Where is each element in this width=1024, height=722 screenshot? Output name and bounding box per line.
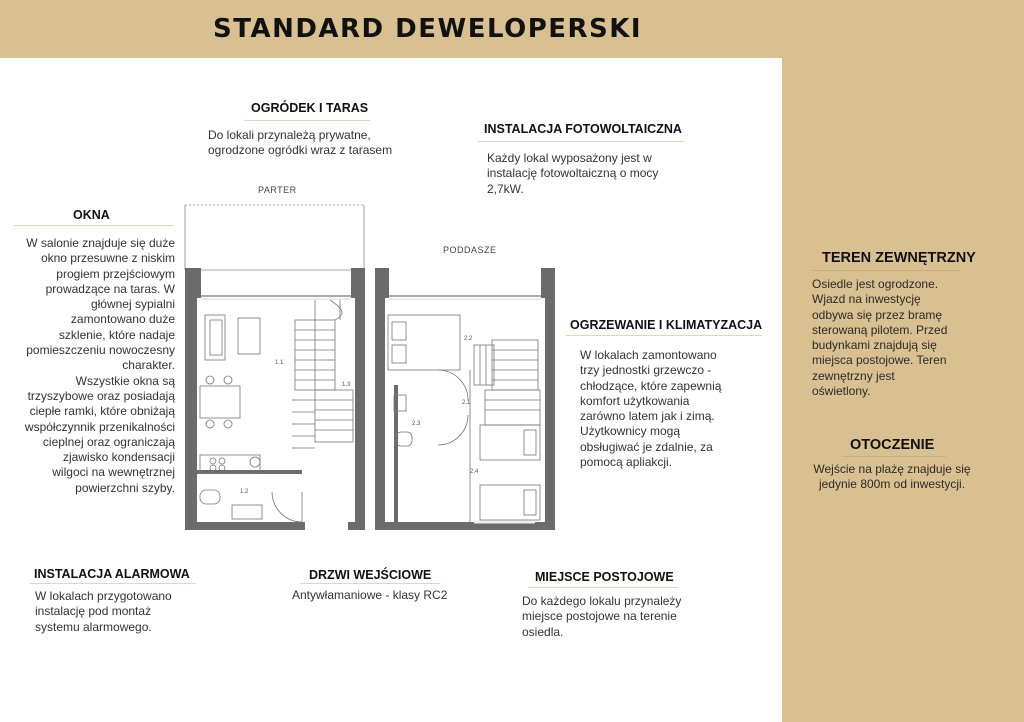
room-1-2: 1.2 [240, 489, 249, 495]
room-2-1: 2.1 [462, 400, 471, 406]
ogrzewanie-heading: OGRZEWANIE I KLIMATYZACJA [570, 318, 763, 332]
otoczenie-text: Wejście na plażę znajduje się jedynie 800m od inwestycji. [813, 462, 971, 492]
poddasze-label: PODDASZE [443, 245, 497, 255]
page-title: STANDARD DEWELOPERSKI [213, 14, 643, 44]
okna-heading: OKNA [73, 208, 110, 222]
ogrodek-underline [244, 120, 370, 121]
parter-walls [185, 268, 365, 530]
room-1-1: 1.1 [275, 360, 284, 366]
room-1-3: 1.3 [342, 382, 351, 388]
parking-heading: MIEJSCE POSTOJOWE [535, 570, 674, 584]
okna-text: W salonie znajduje się duże okno przesuwne z niskim progiem przejściowym prowadzące na taras. W głównej sypialni zamontowano duże szklenie, które nadaje pomieszczeniu nowoczesny charakter. Wszystkie okna są trzyszybowe oraz posiadają ciepłe ramki, które obniżają współczynnik przenikalności cieplnej oraz ograniczają zjawisko kondensacji wilgoci na wewnętrznej powierzchni szyby. [24, 236, 175, 495]
otoczenie-heading: OTOCZENIE [850, 437, 935, 453]
fotowoltaika-underline [478, 141, 684, 142]
fotowoltaika-text: Każdy lokal wyposażony jest w instalację fotowoltaiczną o mocy 2,7kW. [487, 151, 659, 196]
garden-outline [185, 205, 364, 270]
parking-underline [528, 587, 678, 588]
floor-plan [180, 200, 560, 540]
teren-underline [812, 270, 960, 271]
ogrodek-text: Do lokali przynależą prywatne, ogrodzone ogródki wraz z tarasem [208, 128, 393, 158]
room-2-4: 2.4 [470, 469, 479, 475]
ogrzewanie-text: W lokalach zamontowano trzy jednostki grzewczo - chłodzące, które zapewnią komfort użytkowania zarówno latem jak i zimą. Użytkownicy mogą obsługiwać je zdalnie, za pomocą apliakcji. [580, 348, 722, 470]
poddasze-furniture [388, 315, 540, 522]
okna-underline [14, 225, 174, 226]
otoczenie-underline [842, 456, 946, 457]
teren-text: Osiedle jest ogrodzone. Wjazd na inwestycję odbywa się przez bramę sterowaną pilotem. Przed budynkami znajdują się miejsca postojowe. Teren zewnętrzny jest oświetlony. [812, 277, 948, 399]
fotowoltaika-heading: INSTALACJA FOTOWOLTAICZNA [484, 122, 682, 136]
parking-text: Do każdego lokalu przynależy miejsce postojowe na terenie osiedla. [522, 594, 682, 639]
drzwi-heading: DRZWI WEJŚCIOWE [309, 568, 432, 582]
ogrzewanie-underline [566, 335, 762, 336]
alarm-underline [30, 583, 196, 584]
room-2-2: 2.2 [464, 336, 473, 342]
ogrodek-heading: OGRÓDEK I TARAS [251, 101, 369, 115]
poddasze-walls [375, 268, 555, 530]
teren-heading: TEREN ZEWNĘTRZNY [822, 250, 976, 266]
parter-furniture [200, 300, 353, 522]
drzwi-text: Antywłamaniowe - klasy RC2 [292, 588, 448, 602]
drzwi-underline [300, 583, 440, 584]
parter-label: PARTER [258, 185, 297, 195]
alarm-heading: INSTALACJA ALARMOWA [34, 567, 190, 581]
room-2-3: 2.3 [412, 421, 421, 427]
alarm-text: W lokalach przygotowano instalację pod montaż systemu alarmowego. [35, 589, 172, 634]
